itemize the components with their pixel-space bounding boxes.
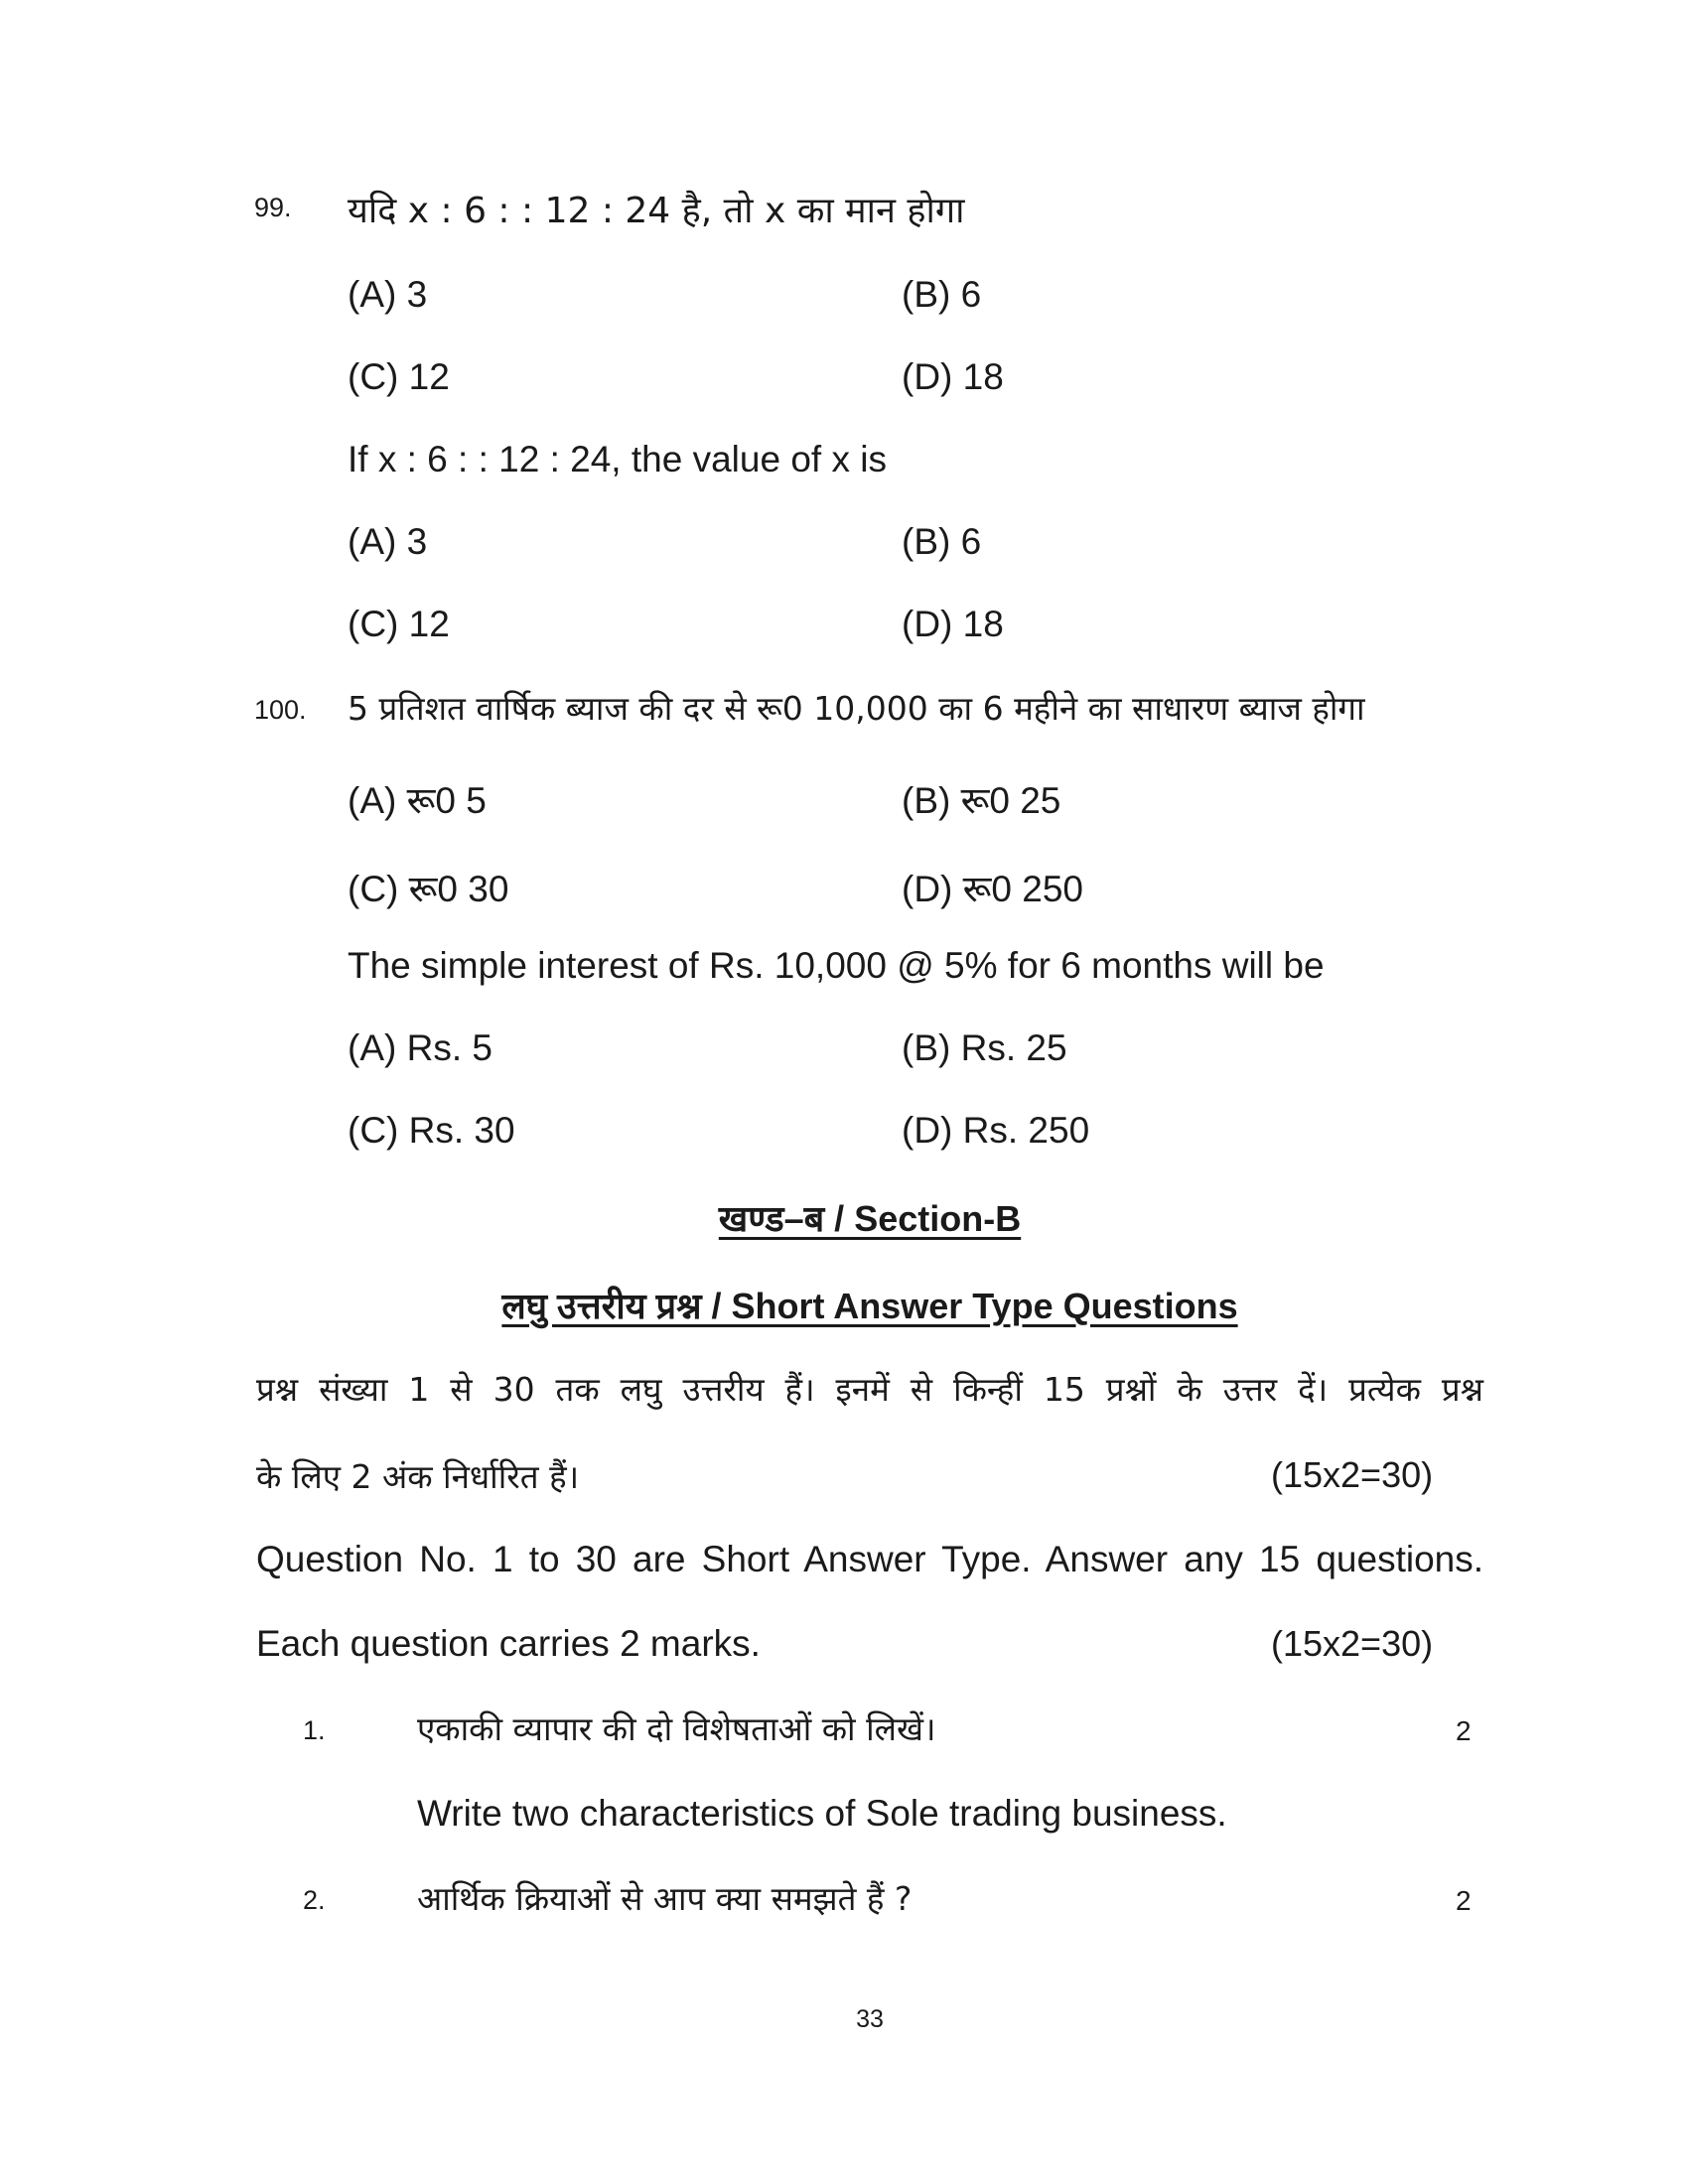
option-d: (D) 18 [902,604,1004,644]
option-a: (A) 3 [348,521,428,562]
instructions-hindi-line1: प्रश्न संख्या 1 से 30 तक लघु उत्तरीय हैं। इनमें से किन्हीं 15 प्रश्नों के उत्तर दें। प्रत्येक प्रश्न [256,1370,1483,1409]
question-number: 100. [254,695,307,725]
total-marks: (15x2=30) [1271,1454,1434,1495]
option-a: (A) रू0 5 [348,780,487,821]
option-a: (A) Rs. 5 [348,1027,492,1068]
option-b: (B) रू0 25 [902,780,1061,821]
question-text-english: If x : 6 : : 12 : 24, the value of x is [348,439,887,479]
option-d: (D) 18 [902,356,1004,397]
option-b: (B) 6 [902,274,982,315]
section-subtitle: लघु उत्तरीय प्रश्न / Short Answer Type Questions [501,1286,1238,1326]
option-c: (C) 12 [348,604,450,644]
question-text-english: Write two characteristics of Sole trading business. [417,1793,1227,1834]
question-text-hindi: यदि x : 6 : : 12 : 24 है, तो x का मान होगा [348,191,965,231]
question-text-hindi: 5 प्रतिशत वार्षिक ब्याज की दर से रू0 10,000 का 6 महीने का साधारण ब्याज होगा [348,689,1365,728]
question-number: 1. [303,1715,326,1745]
section-title: खण्ड–ब / Section-B [718,1198,1022,1239]
instructions-english-line1: Question No. 1 to 30 are Short Answer Type. Answer any 15 questions. [256,1539,1483,1579]
option-c: (C) रू0 30 [348,869,509,909]
question-text-hindi: आर्थिक क्रियाओं से आप क्या समझते हैं ? [417,1879,913,1918]
option-c: (C) 12 [348,356,450,397]
instructions-english-line2: Each question carries 2 marks. [256,1623,761,1664]
option-c: (C) Rs. 30 [348,1110,515,1151]
question-marks: 2 [1456,1885,1472,1916]
option-d: (D) Rs. 250 [902,1110,1090,1151]
option-d: (D) रू0 250 [902,869,1083,909]
option-a: (A) 3 [348,274,428,315]
total-marks: (15x2=30) [1271,1623,1434,1664]
option-b: (B) Rs. 25 [902,1027,1067,1068]
question-number: 99. [254,193,292,222]
question-marks: 2 [1456,1715,1472,1746]
instructions-hindi-line2: के लिए 2 अंक निर्धारित हैं। [256,1457,580,1496]
question-text-english: The simple interest of Rs. 10,000 @ 5% for 6 months will be [348,945,1325,986]
question-text-hindi: एकाकी व्यापार की दो विशेषताओं को लिखें। [417,1709,936,1748]
option-b: (B) 6 [902,521,982,562]
question-number: 2. [303,1885,326,1915]
page-number: 33 [856,2005,884,2033]
